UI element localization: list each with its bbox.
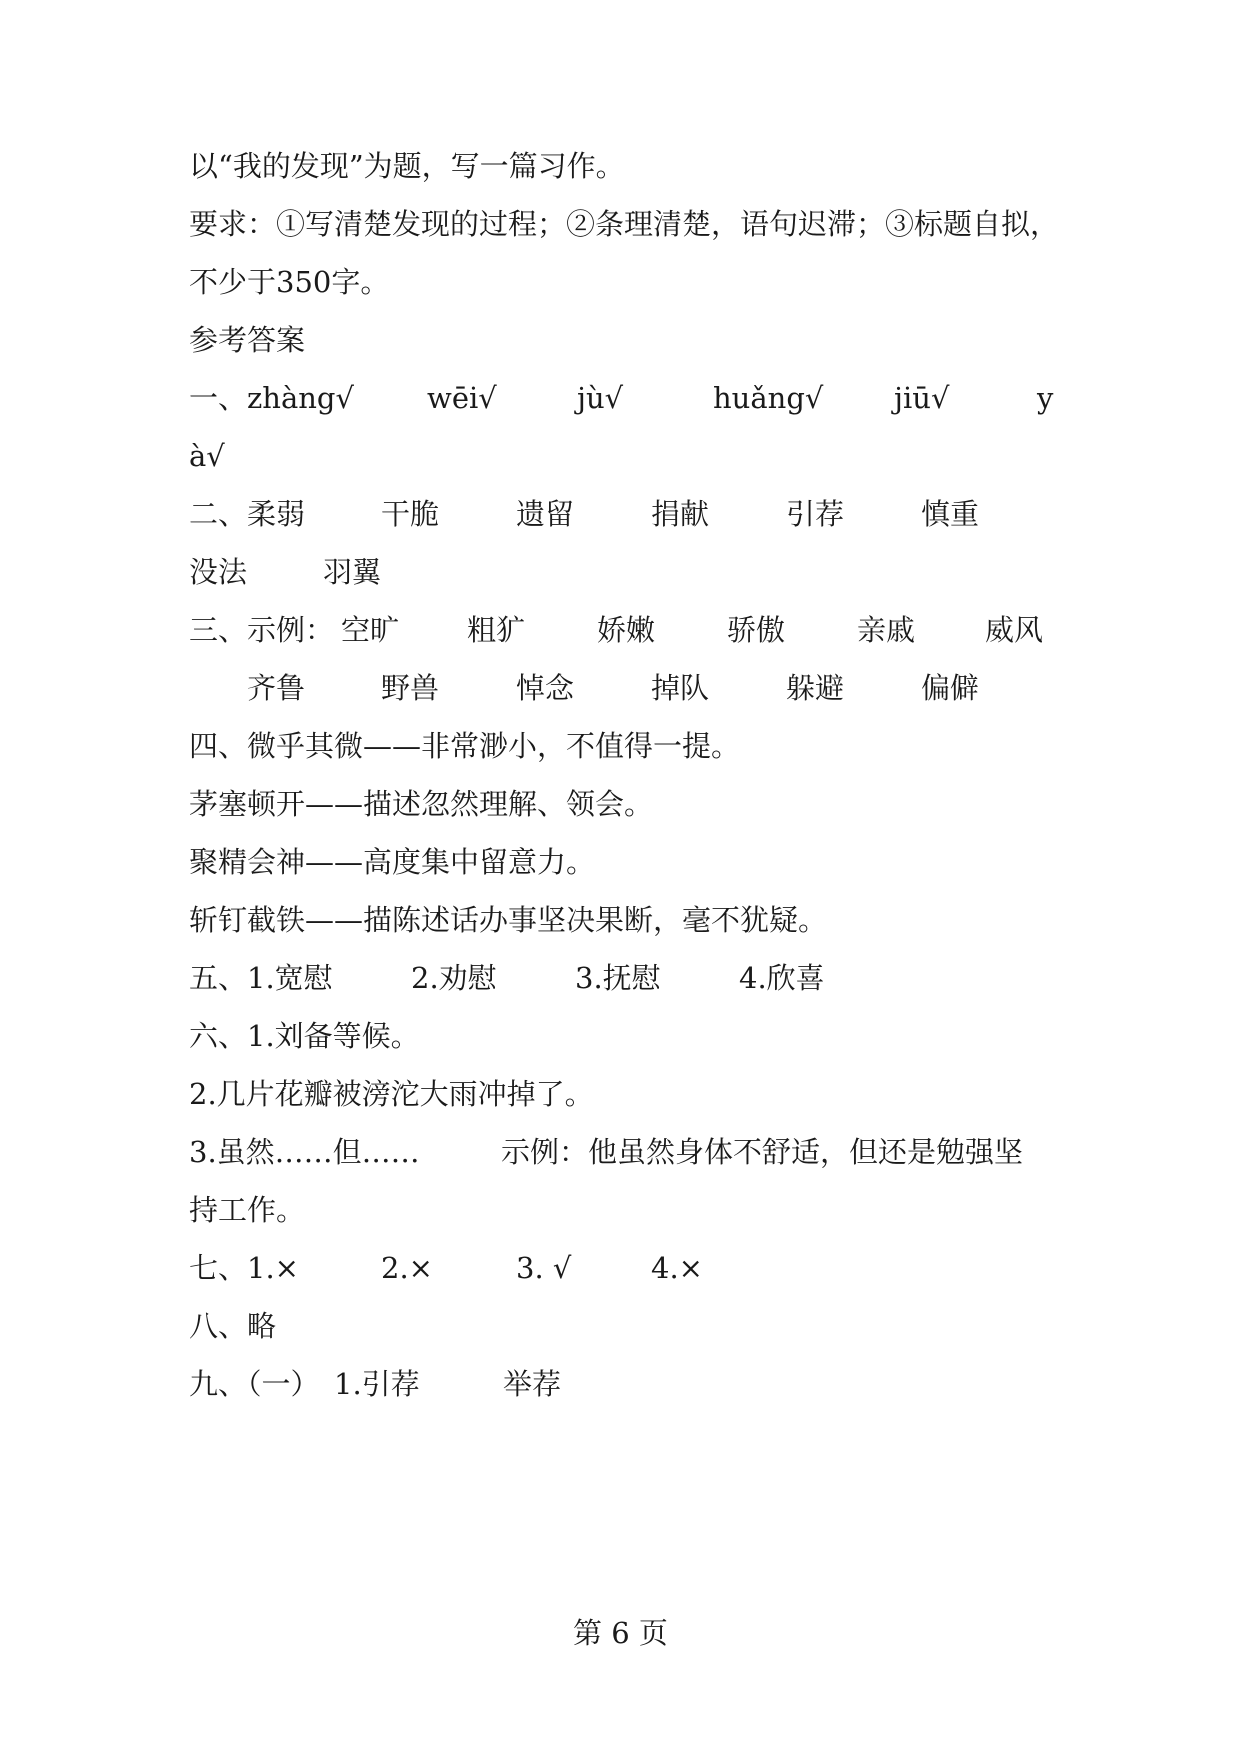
q5-row <box>189 960 889 996</box>
q6-row-3 <box>189 1134 1049 1170</box>
q9-item: 1.引荐 <box>334 1367 420 1401</box>
q3-item: 娇嫩 <box>597 613 656 647</box>
essay-requirement: 要求：①写清楚发现的过程；②条理清楚，语句迟滞；③标题自拟， <box>189 207 1060 241</box>
q2-item: 没法 <box>189 555 248 589</box>
q5-item: 1.宽慰 <box>247 961 333 995</box>
q2-item: 羽翼 <box>323 555 382 589</box>
q9-label: 九、（一） <box>189 1367 320 1401</box>
q2-item: 引荐 <box>786 497 845 531</box>
q9-item: 举荐 <box>503 1367 562 1401</box>
q6-line: 1.刘备等候。 <box>247 1019 420 1053</box>
q3-item: 空旷 <box>341 613 400 647</box>
q3-item: 亲戚 <box>857 613 916 647</box>
q9-row <box>189 1366 689 1402</box>
q7-item: 1.× <box>247 1251 299 1285</box>
q1-item: wēi√ <box>427 381 497 415</box>
q5-item: 2.劝慰 <box>411 961 497 995</box>
q3-item: 野兽 <box>381 671 440 705</box>
q7-item: 4.× <box>651 1251 703 1285</box>
essay-prompt: 以“我的发现”为题，写一篇习作。 <box>189 149 625 183</box>
q2-row <box>189 496 1049 532</box>
q4-row <box>189 728 740 764</box>
q5-item: 3.抚慰 <box>575 961 661 995</box>
q6-row <box>189 1018 420 1054</box>
q4-line: 茅塞顿开——描述忽然理解、领会。 <box>189 787 654 821</box>
q1-continuation: à√ <box>189 439 225 473</box>
q2-item: 柔弱 <box>247 497 306 531</box>
q2-row-2 <box>189 554 589 590</box>
q3-item: 威风 <box>985 613 1044 647</box>
q7-label: 七、 <box>189 1251 248 1285</box>
q2-item: 遗留 <box>516 497 575 531</box>
q7-item: 3. √ <box>516 1251 572 1285</box>
q1-row <box>189 380 1054 416</box>
q2-item: 慎重 <box>921 497 980 531</box>
q6-line: 2.几片花瓣被滂沱大雨冲掉了。 <box>189 1077 594 1111</box>
q1-item: jù√ <box>577 381 624 415</box>
q6-label: 六、 <box>189 1019 248 1053</box>
q5-label: 五、 <box>189 961 248 995</box>
essay-requirement-cont: 不少于350字。 <box>189 265 390 299</box>
q3-item: 躲避 <box>786 671 845 705</box>
q3-item: 悼念 <box>516 671 575 705</box>
q2-item: 干脆 <box>381 497 440 531</box>
q3-row-2 <box>189 670 1049 706</box>
q4-line: 微乎其微——非常渺小，不值得一提。 <box>247 729 741 763</box>
q2-label: 二、 <box>189 497 248 531</box>
q1-item: huǎng√ <box>713 381 824 415</box>
q1-item: y <box>1037 381 1054 415</box>
q3-row <box>189 612 1049 648</box>
q3-item: 偏僻 <box>921 671 980 705</box>
q1-item: zhàng√ <box>247 381 354 415</box>
q8-row: 八、略 <box>189 1309 277 1343</box>
page-number: 第 6 页 <box>573 1616 668 1650</box>
q7-item: 2.× <box>381 1251 433 1285</box>
q7-row <box>189 1250 889 1286</box>
q6-pattern: 3.虽然……但…… <box>189 1135 420 1169</box>
q3-label: 三、示例： <box>189 613 335 647</box>
q1-label: 一、 <box>189 381 248 415</box>
q4-line: 斩钉截铁——描陈述话办事坚决果断，毫不犹疑。 <box>189 903 828 937</box>
q6-line: 持工作。 <box>189 1193 306 1227</box>
q6-example: 示例：他虽然身体不舒适，但还是勉强坚 <box>501 1135 1024 1169</box>
q3-item: 齐鲁 <box>247 671 306 705</box>
answers-heading: 参考答案 <box>189 323 306 357</box>
q3-item: 粗犷 <box>467 613 526 647</box>
q3-item: 骄傲 <box>727 613 786 647</box>
q4-label: 四、 <box>189 729 248 763</box>
q4-line: 聚精会神——高度集中留意力。 <box>189 845 596 879</box>
q5-item: 4.欣喜 <box>739 961 825 995</box>
q3-item: 掉队 <box>651 671 710 705</box>
q2-item: 捐献 <box>651 497 710 531</box>
q1-item: jiū√ <box>894 381 950 415</box>
